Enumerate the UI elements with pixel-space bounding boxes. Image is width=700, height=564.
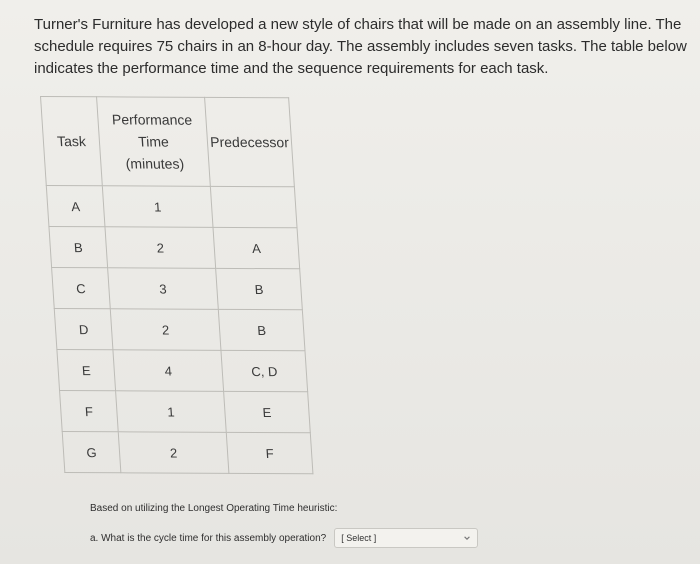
question-block [90, 503, 530, 548]
time-cell: 4 [113, 350, 224, 392]
table-row [54, 308, 305, 350]
header-time-label: Performance Time [111, 111, 193, 150]
predecessor-cell: E [224, 391, 311, 432]
task-cell: F [60, 390, 119, 431]
predecessor-cell: B [218, 309, 305, 350]
heuristic-text: Based on utilizing the Longest Operating Time heuristic: [90, 503, 338, 514]
chevron-down-icon [463, 534, 471, 542]
table-row [57, 349, 308, 391]
predecessor-cell: A [213, 227, 300, 268]
select-value: [ Select ] [341, 533, 377, 543]
table-row [46, 186, 297, 228]
table-row [52, 268, 303, 310]
task-cell: A [46, 186, 105, 227]
question-row [90, 528, 530, 548]
task-cell: B [49, 227, 108, 268]
table-row [62, 431, 313, 473]
predecessor-cell: F [226, 432, 313, 473]
time-cell: 2 [110, 309, 221, 351]
header-time-unit: (minutes) [125, 155, 185, 172]
task-cell: D [54, 308, 113, 349]
answer-select[interactable] [334, 528, 478, 548]
header-task: Task [41, 97, 103, 186]
time-cell: 1 [102, 186, 213, 228]
table-row [60, 390, 311, 432]
problem-line: indicates the performance time and the sequence requirements for each task. [34, 60, 549, 77]
predecessor-cell [210, 186, 297, 227]
problem-line: Turner's Furniture has developed a new style of chairs that will be made on an assembly line. The [34, 16, 682, 33]
header-performance-time [97, 97, 211, 187]
question-text: a. What is the cycle time for this assembly operation? [90, 532, 327, 544]
task-cell: E [57, 349, 116, 390]
problem-statement [34, 14, 687, 80]
time-cell: 2 [105, 227, 216, 269]
predecessor-cell: B [216, 268, 303, 309]
task-table-container [40, 96, 313, 477]
time-cell: 1 [116, 391, 227, 433]
time-cell: 2 [118, 432, 229, 474]
task-table [40, 96, 313, 474]
predecessor-cell: C, D [221, 350, 308, 391]
problem-line: schedule requires 75 chairs in an 8-hour day. The assembly includes seven tasks. The table below [34, 38, 687, 55]
task-cell: C [52, 268, 111, 309]
table-header-row [41, 97, 295, 187]
time-cell: 3 [108, 268, 219, 310]
header-predecessor: Predecessor [205, 97, 295, 186]
table-row [49, 227, 300, 269]
task-cell: G [62, 431, 121, 472]
